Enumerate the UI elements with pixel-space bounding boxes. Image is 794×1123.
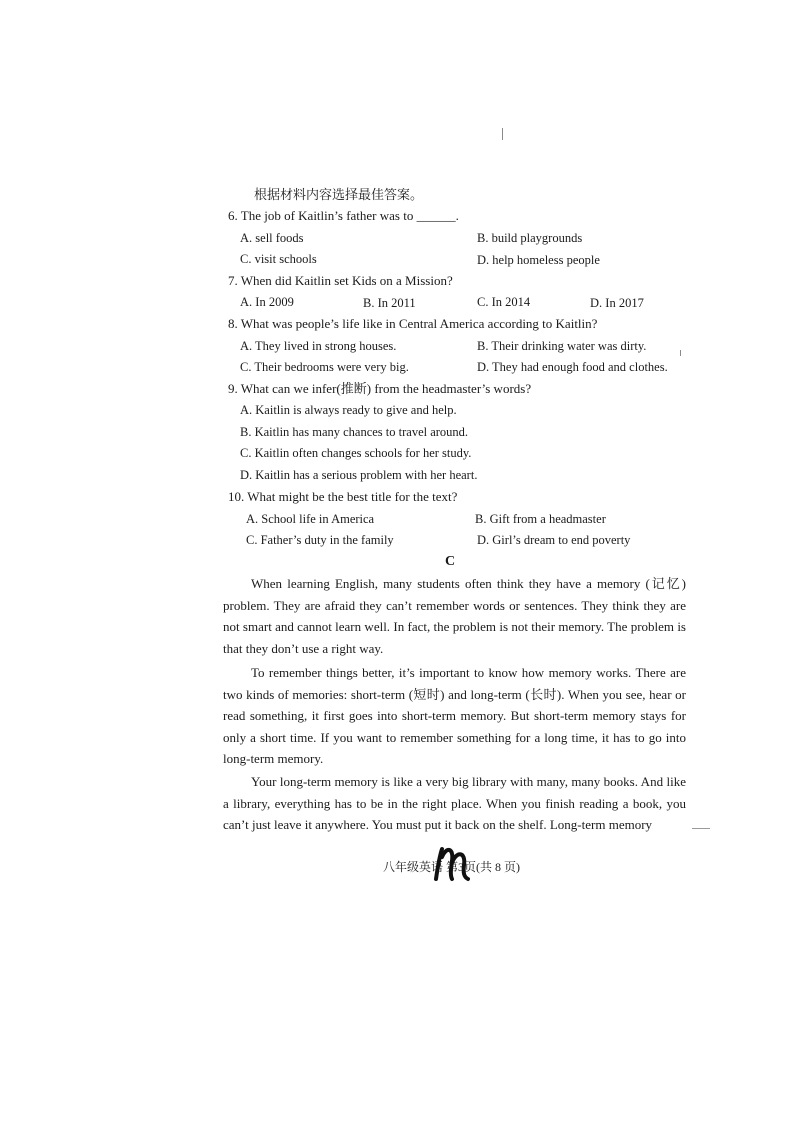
q8-option-c: C. Their bedrooms were very big. — [240, 360, 409, 374]
q8-option-b: B. Their drinking water was dirty. — [477, 339, 647, 353]
instruction: 根据材料内容选择最佳答案。 — [254, 187, 424, 202]
handwritten-mark-icon — [430, 843, 474, 883]
question-8: 8. What was people’s life like in Central America according to Kaitlin? — [228, 316, 598, 331]
q9-option-d: D. Kaitlin has a serious problem with her heart. — [240, 468, 478, 482]
q10-option-d: D. Girl’s dream to end poverty — [477, 533, 631, 547]
passage-paragraph-2: To remember things better, it’s important to know how memory works. There are two kinds of memories: short-term (短时) and long-term (长时). When you see, hear or read something, it first goes into short-term memory. But short-term memory stays for only a short time. If you want to remember something for a long time, it has to go into long-term memory. — [223, 665, 686, 766]
q9-option-a: A. Kaitlin is always ready to give and help. — [240, 403, 457, 417]
scan-speck — [680, 350, 681, 356]
scan-mark — [692, 828, 710, 829]
q8-option-a: A. They lived in strong houses. — [240, 339, 397, 353]
q7-option-b: B. In 2011 — [363, 296, 416, 310]
section-label: C — [445, 554, 456, 569]
q10-option-c: C. Father’s duty in the family — [246, 533, 394, 547]
scan-speck — [502, 128, 503, 140]
page-footer: 八年级英语 第3页(共 8 页) — [383, 860, 520, 874]
question-7: 7. When did Kaitlin set Kids on a Mission? — [228, 273, 453, 288]
q9-option-b: B. Kaitlin has many chances to travel around. — [240, 425, 469, 439]
q7-option-a: A. In 2009 — [240, 295, 294, 309]
q10-option-b: B. Gift from a headmaster — [475, 512, 606, 526]
passage-paragraph-1: When learning English, many students often think they have a memory (记忆) problem. They are afraid they can’t remember words or sentences. They think they are not smart and cannot learn well. In fact, the problem is not their memory. The problem is that they don’t use a right way. — [223, 576, 686, 656]
passage-paragraph-3: Your long-term memory is like a very big library with many, many books. And like a library, everything has to be in the right place. When you finish reading a book, you can’t just leave it anywhere. You must put it back on the shelf. Long-term memory — [223, 774, 686, 832]
question-9: 9. What can we infer(推断) from the headmaster’s words? — [228, 381, 532, 396]
q6-option-c: C. visit schools — [240, 252, 317, 266]
q6-option-a: A. sell foods — [240, 231, 304, 245]
q9-option-c: C. Kaitlin often changes schools for her study. — [240, 446, 472, 460]
q7-option-c: C. In 2014 — [477, 295, 531, 309]
q8-option-d: D. They had enough food and clothes. — [477, 360, 668, 374]
q7-option-d: D. In 2017 — [590, 296, 644, 310]
question-6: 6. The job of Kaitlin’s father was to ______. — [228, 208, 459, 223]
q6-option-b: B. build playgrounds — [477, 231, 583, 245]
question-10: 10. What might be the best title for the text? — [228, 489, 458, 504]
q6-option-d: D. help homeless people — [477, 253, 600, 267]
q10-option-a: A. School life in America — [246, 512, 375, 526]
